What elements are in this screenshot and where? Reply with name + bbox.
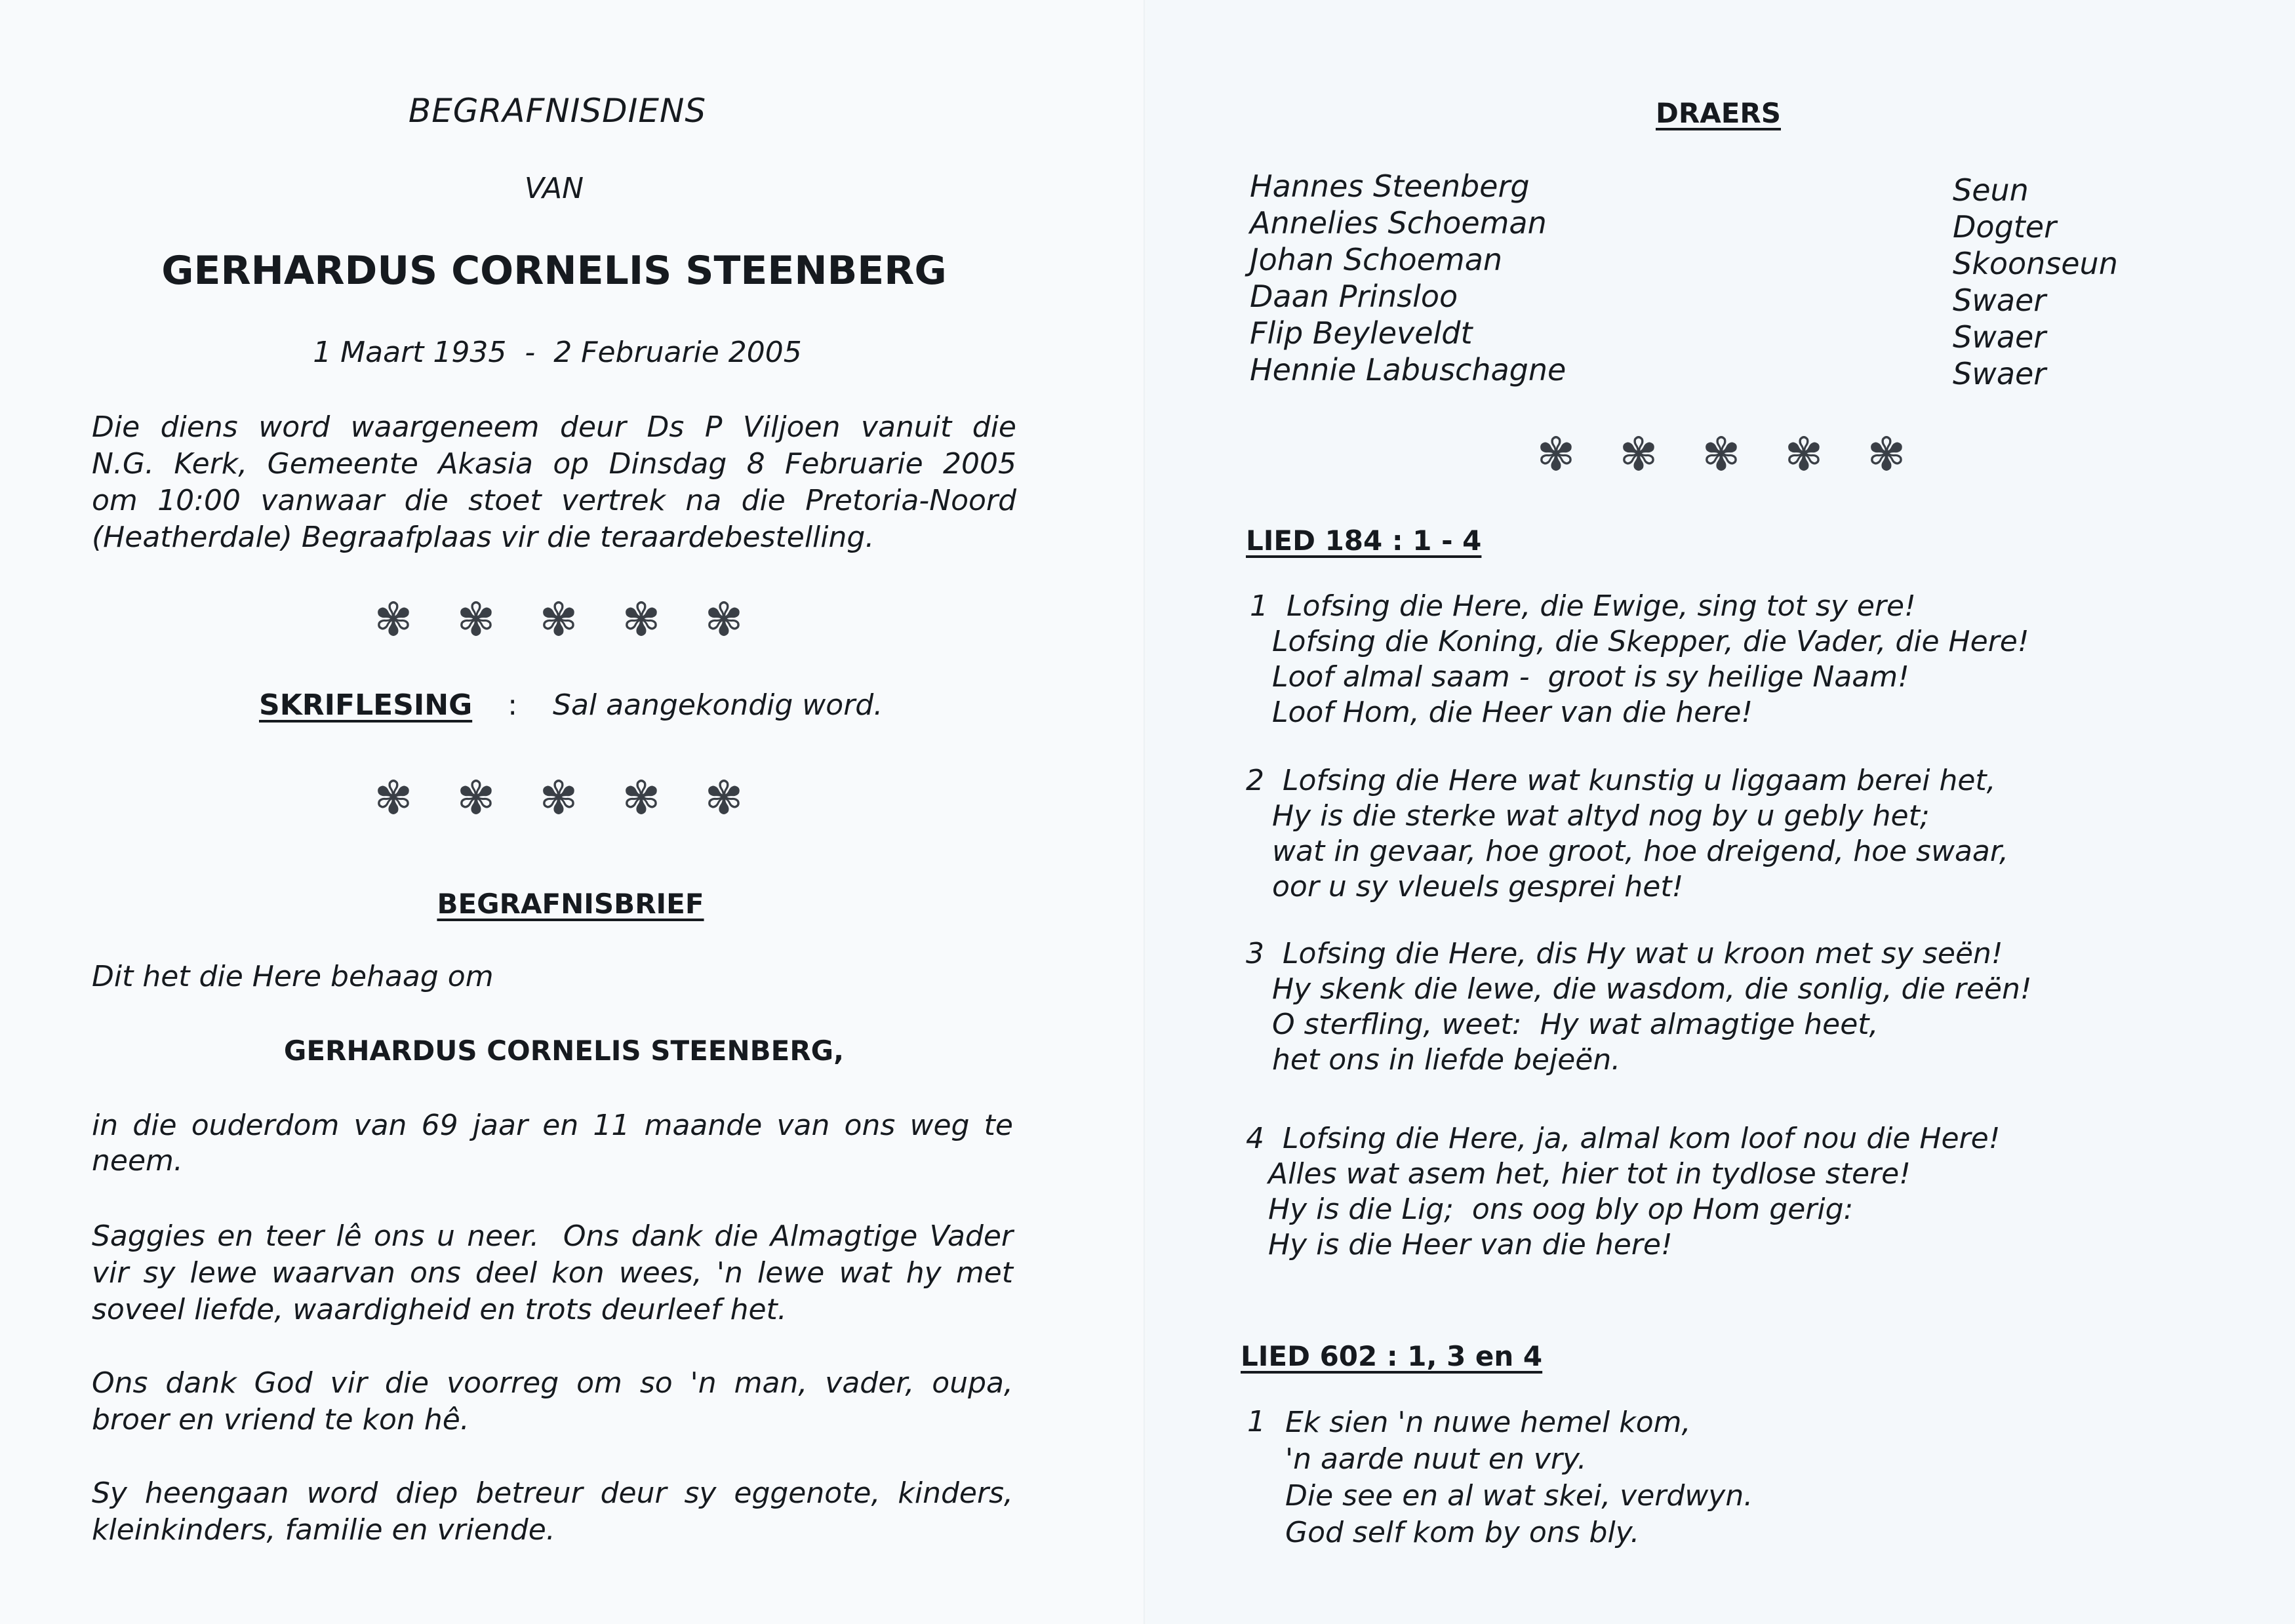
lied-184-verse-4	[1246, 1121, 2000, 1263]
lied-184-verse-3	[1246, 936, 2032, 1078]
lied-602-heading: LIED 602 : 1, 3 en 4	[1241, 1340, 1543, 1372]
verse-line: Alles wat asem het, hier tot in tydlose stere!	[1268, 1157, 1911, 1191]
verse-line: Hy is die sterke wat altyd nog by u gebly het;	[1272, 799, 1930, 833]
paragraph-line: Sy heengaan word diep betreur deur sy eggenote, kinders,	[92, 1476, 1013, 1510]
brief-intro: Dit het die Here behaag om	[92, 960, 494, 993]
verse-line: oor u sy vleuels gesprei het!	[1272, 870, 1684, 903]
service-title: BEGRAFNISDIENS	[408, 92, 707, 130]
star-icon: ✾	[374, 771, 413, 825]
bearer-name: Annelies Schoeman	[1250, 205, 1547, 241]
service-line: Die diens word waargeneem deur Ds P Viljoen vanuit die	[92, 410, 1016, 444]
verse-line: Hy is die Lig; ons oog bly op Hom gerig:	[1268, 1193, 1854, 1226]
service-line: (Heatherdale) Begraafplaas vir die teraardebestelling.	[92, 521, 875, 554]
bearer-relation: Swaer	[1953, 356, 2046, 391]
brief-paragraph-2	[92, 1218, 1013, 1328]
paragraph-line: broer en vriend te kon hê.	[92, 1403, 469, 1436]
star-icon: ✾	[1867, 427, 1906, 481]
paragraph-line: neem.	[92, 1144, 183, 1178]
bearer-names	[1250, 168, 1566, 388]
brief-paragraph-4	[92, 1475, 1013, 1549]
star-divider	[370, 771, 747, 825]
star-icon: ✾	[1536, 427, 1576, 481]
star-icon: ✾	[622, 593, 661, 646]
skriflesing-colon: :	[508, 688, 518, 722]
bearer-name: Daan Prinsloo	[1250, 279, 1458, 314]
paragraph-line: Saggies en teer lê ons u neer. Ons dank die Almagtige Vader	[92, 1219, 1013, 1253]
lied-184-verse-2	[1246, 763, 2008, 905]
van-label: VAN	[524, 172, 584, 205]
star-icon: ✾	[704, 771, 744, 825]
verse-line: 2 Lofsing die Here wat kunstig u liggaam berei het,	[1246, 764, 1996, 797]
verse-line: 1 Lofsing die Here, die Ewige, sing tot sy ere!	[1250, 589, 1916, 623]
lied-602-verse-number: 1	[1247, 1405, 1266, 1438]
verse-line: Hy skenk die lewe, die wasdom, die sonlig, die reën!	[1272, 972, 2032, 1006]
verse-line: Hy is die Heer van die here!	[1268, 1228, 1673, 1261]
star-icon: ✾	[622, 771, 661, 825]
verse-line: Loof almal saam - groot is sy heilige Naam!	[1272, 660, 1909, 694]
star-icon: ✾	[456, 771, 496, 825]
verse-line: O sterfling, weet: Hy wat almagtige heet,	[1272, 1008, 1879, 1041]
paragraph-line: Ons dank God vir die voorreg om so 'n man, vader, oupa,	[92, 1366, 1013, 1400]
service-line: N.G. Kerk, Gemeente Akasia op Dinsdag 8 Februarie 2005	[92, 447, 1016, 481]
verse-line: God self kom by ons bly.	[1285, 1516, 1640, 1549]
paragraph-line: soveel liefde, waardigheid en trots deurleef het.	[92, 1293, 787, 1326]
star-divider	[370, 593, 747, 646]
verse-line: Die see en al wat skei, verdwyn.	[1285, 1479, 1753, 1513]
service-line: om 10:00 vanwaar die stoet vertrek na die Pretoria-Noord	[92, 484, 1016, 517]
lied-184-heading: LIED 184 : 1 - 4	[1246, 525, 1482, 557]
bearer-relation: Swaer	[1953, 319, 2046, 355]
verse-line: Loof Hom, die Heer van die here!	[1272, 696, 1753, 729]
skriflesing-text: Sal aangekondig word.	[553, 688, 883, 722]
life-dates: 1 Maart 1935 - 2 Februarie 2005	[313, 336, 802, 369]
star-icon: ✾	[1784, 427, 1824, 481]
bearer-relation: Dogter	[1953, 209, 2057, 245]
right-page	[1146, 0, 2295, 1624]
skriflesing-row	[259, 688, 883, 722]
star-icon: ✾	[704, 593, 744, 646]
bearer-name: Flip Beyleveldt	[1250, 315, 1473, 351]
bearer-relation: Seun	[1953, 172, 2029, 208]
begrafnisbrief-heading: BEGRAFNISBRIEF	[437, 888, 704, 920]
deceased-name: GERHARDUS CORNELIS STEENBERG	[161, 248, 947, 294]
verse-line: 3 Lofsing die Here, dis Hy wat u kroon met sy seën!	[1246, 937, 2003, 970]
draers-heading: DRAERS	[1656, 97, 1781, 129]
star-icon: ✾	[539, 593, 578, 646]
verse-line: 4 Lofsing die Here, ja, almal kom loof nou die Here!	[1246, 1122, 2001, 1155]
star-icon: ✾	[456, 593, 496, 646]
verse-line: Ek sien 'n nuwe hemel kom,	[1285, 1406, 1691, 1439]
paragraph-line: kleinkinders, familie en vriende.	[92, 1513, 555, 1547]
verse-line: 'n aarde nuut en vry.	[1285, 1442, 1587, 1476]
bearer-relation: Swaer	[1953, 283, 2046, 318]
paragraph-line: vir sy lewe waarvan ons deel kon wees, 'n lewe wat hy met	[92, 1256, 1013, 1290]
bearer-relations	[1953, 172, 2118, 392]
brief-paragraph-1	[92, 1108, 1013, 1179]
star-icon: ✾	[1619, 427, 1658, 481]
bearer-name: Hannes Steenberg	[1250, 168, 1530, 204]
star-icon: ✾	[374, 593, 413, 646]
star-icon: ✾	[1702, 427, 1741, 481]
verse-line: wat in gevaar, hoe groot, hoe dreigend, hoe swaar,	[1272, 835, 2008, 868]
brief-paragraph-3	[92, 1365, 1013, 1438]
star-icon: ✾	[539, 771, 578, 825]
service-details	[92, 409, 1016, 556]
bearer-name: Hennie Labuschagne	[1250, 352, 1567, 387]
verse-line: Lofsing die Koning, die Skepper, die Vader, die Here!	[1272, 625, 2029, 658]
left-page	[0, 0, 1146, 1624]
paragraph-line: in die ouderdom van 69 jaar en 11 maande van ons weg te	[92, 1109, 1013, 1142]
verse-line: het ons in liefde bejeën.	[1272, 1043, 1621, 1077]
lied-184-verse-1	[1250, 589, 2029, 730]
skriflesing-heading: SKRIFLESING	[259, 688, 473, 722]
lied-602-verse-1	[1285, 1404, 1753, 1551]
bearer-relation: Skoonseun	[1953, 246, 2118, 281]
star-divider	[1533, 427, 1909, 481]
bearer-name: Johan Schoeman	[1250, 242, 1503, 277]
brief-name: GERHARDUS CORNELIS STEENBERG,	[283, 1035, 845, 1067]
